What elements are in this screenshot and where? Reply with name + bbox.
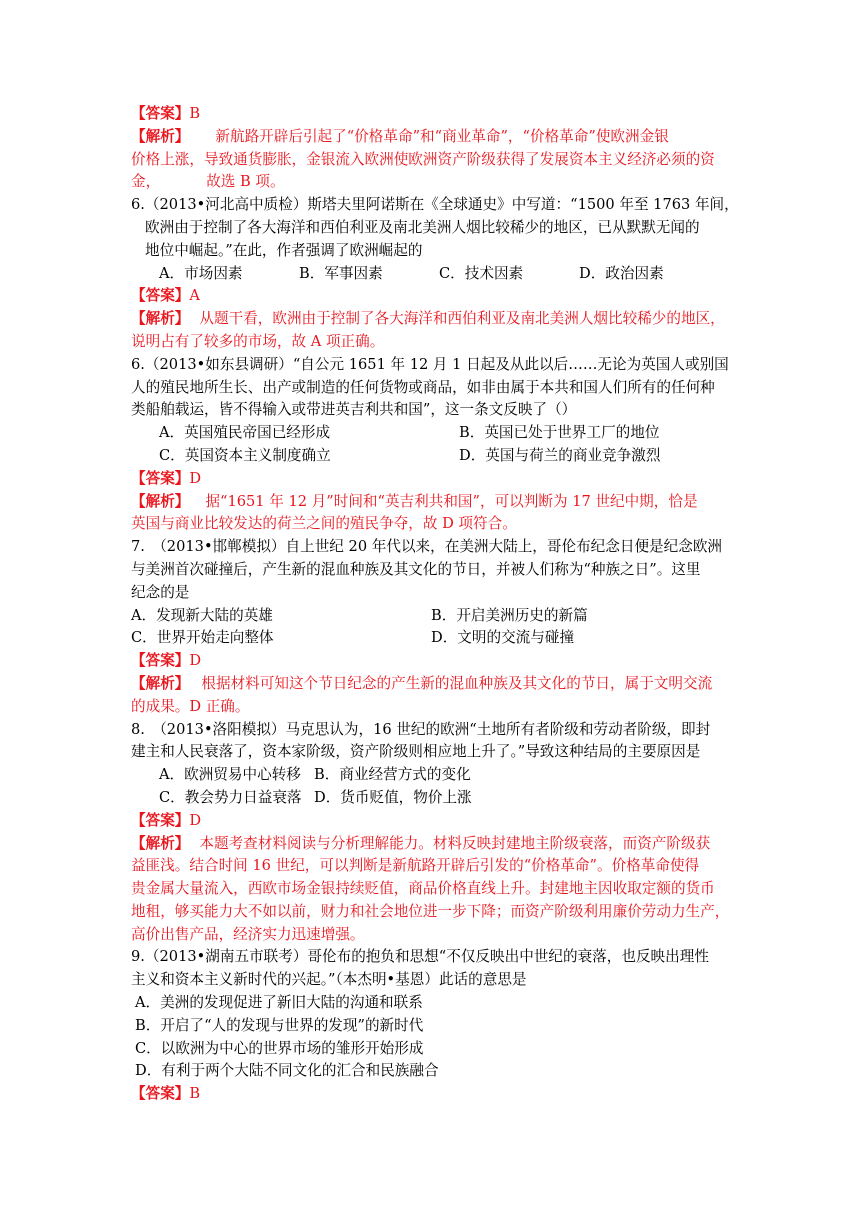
question-stem: 6.（2013•如东县调研）“自公元 1651 年 12 月 1 日起及从此以后……无论为英国人或别国 [131, 355, 729, 373]
option-d: D．有利于两个大陆不同文化的汇合和民族融合 [135, 1062, 439, 1080]
question-stem: 7. （2013•邯郸模拟）自上世纪 20 年代以来，在美洲大陆上，哥伦布纪念日便是纪念欧洲 [131, 538, 723, 556]
answer-value: A [189, 287, 200, 305]
analysis-label: 【解析】 [131, 310, 190, 328]
analysis-label: 【解析】 [131, 674, 190, 692]
analysis-text: 的成果。D 正确。 [131, 697, 250, 715]
analysis-text: 说明占有了较多的市场，故 A 项正确。 [131, 332, 385, 350]
analysis-text: 据“1651 年 12 月”时间和“英吉利共和国”，可以判断为 17 世纪中期，恰是 [205, 492, 698, 510]
analysis-text: 本题考查材料阅读与分析理解能力。材料反映封建地主阶级衰落，而资产阶级获 [199, 834, 711, 852]
option-c: C．技术因素 [439, 264, 524, 282]
answer-label: 【答案】 [131, 1085, 190, 1103]
question-stem: 地位中崛起。”在此，作者强调了欧洲崛起的 [145, 241, 423, 259]
option-c: C．世界开始走向整体 [131, 629, 274, 647]
options-row [131, 422, 731, 445]
option-b: B．开启了“人的发现与世界的发现”的新时代 [135, 1016, 424, 1034]
answer-line [131, 285, 731, 308]
option-d: D．货币贬值，物价上涨 [314, 788, 472, 806]
document-page [131, 103, 739, 1106]
analysis-text: 地租，够买能力大不如以前，财力和社会地位进一步下降；而资产阶级利用廉价劳动力生产， [131, 902, 730, 920]
question-stem: 欧洲由于控制了各大海洋和西伯利亚及南北美洲人烟比较稀少的地区，已从默默无闻的 [145, 218, 700, 236]
question-stem: 与美洲首次碰撞后，产生新的混血种族及其文化的节日，并被人们称为“种族之日”。这里 [131, 560, 701, 578]
option-a: A．美洲的发现促进了新旧大陆的沟通和联系 [135, 994, 423, 1012]
analysis-text: 贵金属大量流入，西欧市场金银持续贬值，商品价格直线上升。封建地主因收取定额的货币 [131, 880, 715, 898]
options-row [131, 627, 731, 650]
analysis-line [131, 673, 731, 696]
answer-label: 【答案】 [131, 287, 190, 305]
answer-value: B [189, 1085, 201, 1103]
option-a: A．欧洲贸易中心转移 [159, 766, 301, 784]
answer-label: 【答案】 [131, 105, 190, 122]
analysis-label: 【解析】 [131, 834, 190, 852]
option-c: C．英国资本主义制度确立 [159, 446, 331, 464]
answer-line [131, 650, 731, 673]
answer-label: 【答案】 [131, 652, 190, 670]
answer-value: D [189, 469, 202, 487]
analysis-text: 从题干看，欧洲由于控制了各大海洋和西伯利亚及南北美洲人烟比较稀少的地区， [199, 310, 725, 328]
option-a: A．市场因素 [159, 264, 243, 282]
analysis-line [131, 308, 731, 331]
option-a: A．英国殖民帝国已经形成 [159, 424, 331, 442]
analysis-line [131, 126, 731, 149]
option-d: D．政治因素 [579, 264, 664, 282]
option-d: D．文明的交流与碰撞 [431, 629, 575, 647]
analysis-fragment: 故选 B 项。 [206, 173, 285, 191]
question-stem: 建主和人民衰落了，资本家阶级，资产阶级则相应地上升了。”导致这种结局的主要原因是 [131, 743, 701, 761]
answer-value: D [189, 652, 202, 670]
analysis-text: 益匪浅。结合时间 16 世纪，可以判断是新航路开辟后引发的“价格革命”。价格革命使得 [131, 857, 700, 875]
analysis-label: 【解析】 [131, 492, 190, 510]
question-stem: 6.（2013•河北高中质检）斯塔夫里阿诺斯在《全球通史》中写道：“1500 年至 1763 年间， [131, 196, 739, 214]
answer-line [131, 103, 731, 126]
analysis-text: 高价出售产品，经济实力迅速增强。 [131, 925, 365, 943]
answer-value: B [189, 105, 201, 122]
analysis-text: 根据材料可知这个节日纪念的产生新的混血种族及其文化的节日，属于文明交流 [201, 674, 713, 692]
option-d: D．英国与荷兰的商业竞争激烈 [459, 446, 661, 464]
analysis-text [131, 171, 731, 194]
question-stem: 主义和资本主义新时代的兴起。”（本杰明•基恩）此话的意思是 [131, 971, 527, 989]
options-row [131, 445, 731, 468]
analysis-fragment: 金， [131, 173, 161, 191]
option-a: A．发现新大陆的英雄 [131, 606, 273, 624]
options-row [131, 787, 731, 810]
question-stem: 8. （2013•洛阳模拟）马克思认为，16 世纪的欧洲“土地所有者阶级和劳动者阶级，即封 [131, 720, 711, 738]
options-row [131, 605, 731, 628]
analysis-text: 价格上涨，导致通货膨胀，金银流入欧洲使欧洲资产阶级获得了发展资本主义经济必须的资 [131, 150, 715, 168]
option-c: C．以欧洲为中心的世界市场的雏形开始形成 [135, 1039, 424, 1057]
answer-label: 【答案】 [131, 469, 190, 487]
analysis-label: 【解析】 [131, 127, 190, 145]
analysis-line [131, 491, 731, 514]
option-b: B．商业经营方式的变化 [314, 766, 471, 784]
answer-value: D [189, 811, 202, 829]
option-b: B．英国已处于世界工厂的地位 [459, 424, 660, 442]
option-b: B．开启美洲历史的新篇 [431, 606, 588, 624]
answer-line [131, 468, 731, 491]
option-b: B．军事因素 [299, 264, 383, 282]
question-stem: 9.（2013•湖南五市联考）哥伦布的抱负和思想“不仅反映出中世纪的衰落，也反映出理性 [131, 948, 709, 966]
question-stem: 人的殖民地所生长、出产或制造的任何货物或商品，如非由属于本共和国人们所有的任何种 [131, 378, 715, 396]
question-stem: 类船舶载运，皆不得输入或带进英吉利共和国”，这一条文反映了（） [131, 401, 577, 419]
question-stem: 纪念的是 [131, 583, 190, 601]
analysis-text: 英国与商业比较发达的荷兰之间的殖民争夺，故 D 项符合。 [131, 515, 517, 533]
answer-label: 【答案】 [131, 811, 190, 829]
options-row [131, 764, 731, 787]
option-c: C．教会势力日益衰落 [159, 788, 302, 806]
analysis-line [131, 833, 731, 856]
analysis-text: 新航路开辟后引起了“价格革命”和“商业革命”，“价格革命”使欧洲金银 [215, 127, 669, 145]
options-row [131, 263, 731, 286]
answer-line [131, 810, 731, 833]
answer-line [131, 1083, 731, 1106]
